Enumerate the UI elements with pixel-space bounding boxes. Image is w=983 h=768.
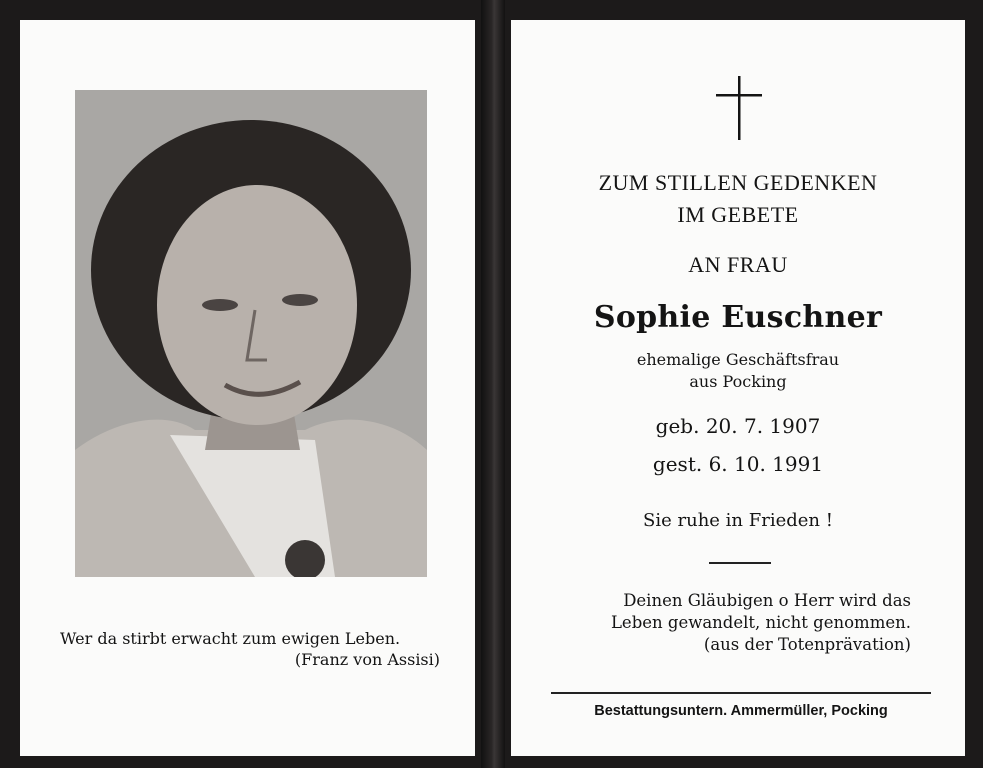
left-card: [20, 20, 475, 756]
deceased-name: Sophie Euschner: [593, 300, 883, 335]
undertaker-line: Bestattungsuntern. Ammermüller, Pocking: [594, 703, 888, 719]
place: aus Pocking: [689, 372, 787, 391]
quote-attribution: (Franz von Assisi): [294, 650, 440, 669]
occupation: ehemalige Geschäftsfrau: [636, 350, 840, 369]
death-date: gest. 6. 10. 1991: [652, 452, 824, 476]
blessing: Sie ruhe in Frieden !: [643, 510, 833, 531]
quote: [60, 628, 440, 670]
salutation: AN FRAU: [688, 252, 788, 277]
verse-line-1: Deinen Gläubigen o Herr wird das: [623, 591, 911, 610]
verse-source: (aus der Totenprävation): [703, 635, 911, 654]
cross-icon: [716, 76, 762, 140]
verse-line-2: Leben gewandelt, nicht genommen.: [610, 613, 911, 632]
heading-line-1: ZUM STILLEN GEDENKEN: [598, 170, 878, 195]
portrait-photo: [75, 90, 427, 577]
verse: [551, 590, 911, 656]
quote-text: Wer da stirbt erwacht zum ewigen Leben.: [60, 629, 401, 648]
divider-short: [709, 562, 771, 564]
divider-long: [551, 692, 931, 694]
birth-date: geb. 20. 7. 1907: [655, 414, 821, 438]
card-fold: [481, 0, 505, 768]
right-card: [511, 20, 965, 756]
heading-line-2: IM GEBETE: [677, 202, 799, 227]
